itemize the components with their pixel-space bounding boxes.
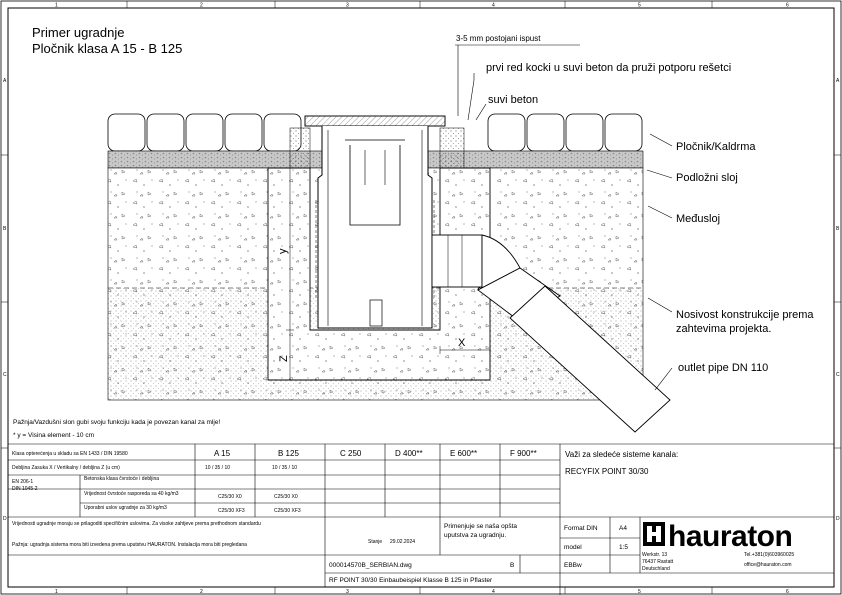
system-name: RECYFIX POINT 30/30 <box>565 467 649 476</box>
annotation-first-row: prvi red kocki u suvi beton da pruži potporu rešetci <box>486 62 732 74</box>
dry-concrete-right <box>440 128 464 168</box>
format-value: A4 <box>619 525 627 532</box>
col-num-bottom-3: 3 <box>346 589 349 595</box>
annotation-outlet: outlet pipe DN 110 <box>678 362 769 374</box>
annotation-sub-base: Podložni sloj <box>676 172 738 184</box>
table-header-label: Klasa opterećenja u skladu sa EN 1433 / DIN 19580 <box>12 451 128 457</box>
col-num-bottom-1: 1 <box>55 589 58 595</box>
email: office@hauraton.com <box>744 562 792 568</box>
company-logo-text: hauraton <box>668 520 793 553</box>
row-letter-b-right: B <box>836 226 840 232</box>
point-drain <box>305 116 445 328</box>
small-note-2: Pažnja: ugradnja sistema mora biti izvedena prema uputstvu HAURATON. Instalacija mora biti pregledana <box>12 542 247 548</box>
drawing-title: Primer ugradnje <box>32 25 125 40</box>
class-e600: E 600** <box>450 449 478 458</box>
small-note-1: Vrijednosti ugradnje moraju se prilagoditi specifičnim uslovima. Za visoke zahtjeve prema prethodnom standardu <box>12 521 261 527</box>
row-letter-c-right: C <box>836 372 840 378</box>
class-b125: B 125 <box>278 449 299 458</box>
row3-b125: C25/30 X0 <box>274 494 298 500</box>
note-height: * y = Visina element - 10 cm <box>13 432 94 439</box>
col-num-2: 2 <box>200 2 203 9</box>
row2-left-1: EN 206-1 <box>12 479 34 485</box>
dim-y-label: y <box>277 248 289 254</box>
general-note-2: uputstva za ugradnju. <box>444 532 507 539</box>
row3-a15: C25/30 X0 <box>218 494 242 500</box>
annotation-dry-concrete: suvi beton <box>488 94 539 106</box>
note-warning: Pažnja/Vazdušni slon gubi svoju funkciju kada je povezan kanal za mlje! <box>13 419 221 426</box>
class-d400: D 400** <box>395 449 423 458</box>
col-num-6: 6 <box>786 2 789 9</box>
annotation-intermediate: Međusloj <box>676 213 721 225</box>
grate-frame-hatch <box>305 116 445 126</box>
general-note-1: Primenjuje se naša opšta <box>444 523 517 530</box>
row-letter-c: C <box>3 372 7 378</box>
row1-b125: 10 / 35 / 10 <box>272 465 298 471</box>
class-f900: F 900** <box>510 449 537 458</box>
row1-a15: 10 / 35 / 10 <box>205 465 231 471</box>
stand-label: Stanje <box>368 539 383 545</box>
row4-a15: C25/30 XF3 <box>218 508 245 514</box>
row3-label: Vrijednost čvrstoće rasporeda sa 40 kg/m3 <box>84 491 179 497</box>
stand-value: 29.02.2024 <box>390 539 416 545</box>
dry-concrete-left <box>290 128 310 168</box>
row-letter-a: A <box>3 78 7 84</box>
phone: Tel.+381(0)603960025 <box>744 552 795 558</box>
col-num-3: 3 <box>346 2 349 9</box>
row-letter-a-right: A <box>836 78 840 84</box>
row-letter-d: D <box>3 516 7 522</box>
col-num-4: 4 <box>492 2 495 9</box>
col-num-bottom-4: 4 <box>492 589 495 595</box>
drawing-subtitle: Pločnik klasa A 15 - B 125 <box>32 41 183 56</box>
row-letter-b: B <box>3 226 7 232</box>
row-letter-d-right: D <box>836 516 840 522</box>
class-c250: C 250 <box>340 449 362 458</box>
dim-x-label: X <box>458 337 466 349</box>
annotation-load-bearing-1: Nosivost konstrukcije prema <box>676 309 814 321</box>
annotation-paving: Pločnik/Kaldrma <box>676 141 756 153</box>
hauraton-logo-icon <box>643 522 665 546</box>
valid-label: Važi za sledeće sisteme kanala: <box>565 450 679 459</box>
row2-left-2: DIN 1045-2 <box>12 486 38 492</box>
row4-b125: C25/30 XF3 <box>274 508 301 514</box>
cross-section <box>108 114 670 432</box>
col-num-bottom-6: 6 <box>786 589 789 595</box>
col-num-1: 1 <box>55 2 58 9</box>
col-num-bottom-2: 2 <box>200 589 203 595</box>
model-label: model <box>564 544 582 551</box>
address-3: Deutschland <box>642 566 670 572</box>
author: EBBw <box>564 562 582 569</box>
row4-label: Uporabni uslov ugradnje za 30 kg/m3 <box>84 505 167 511</box>
drawing-file: 000014570B_SERBIAN.dwg <box>329 562 412 569</box>
col-num-5: 5 <box>638 2 641 9</box>
revision: B <box>510 562 515 569</box>
annotation-load-bearing-2: zahtevima projekta. <box>676 323 772 335</box>
model-value: 1:5 <box>619 544 629 551</box>
address-1: Werkstr. 13 <box>642 552 668 558</box>
col-num-bottom-5: 5 <box>638 589 641 595</box>
address-2: 76437 Rastatt <box>642 559 674 565</box>
dim-z-label: Z <box>278 355 290 362</box>
drawing-description: RF POINT 30/30 Einbaubeispiel Klasse B 125 in Pflaster <box>329 577 493 584</box>
row1-label: Debljina Zasuka X / Vertikalny / debljina Z (u cm) <box>12 465 120 471</box>
annotation-gap: 3-5 mm postojani ispust <box>456 34 541 43</box>
row2-label: Betonska klasa čvrstoće i debljina <box>84 476 160 482</box>
format-label: Format DIN <box>564 525 598 532</box>
class-a15: A 15 <box>214 449 231 458</box>
